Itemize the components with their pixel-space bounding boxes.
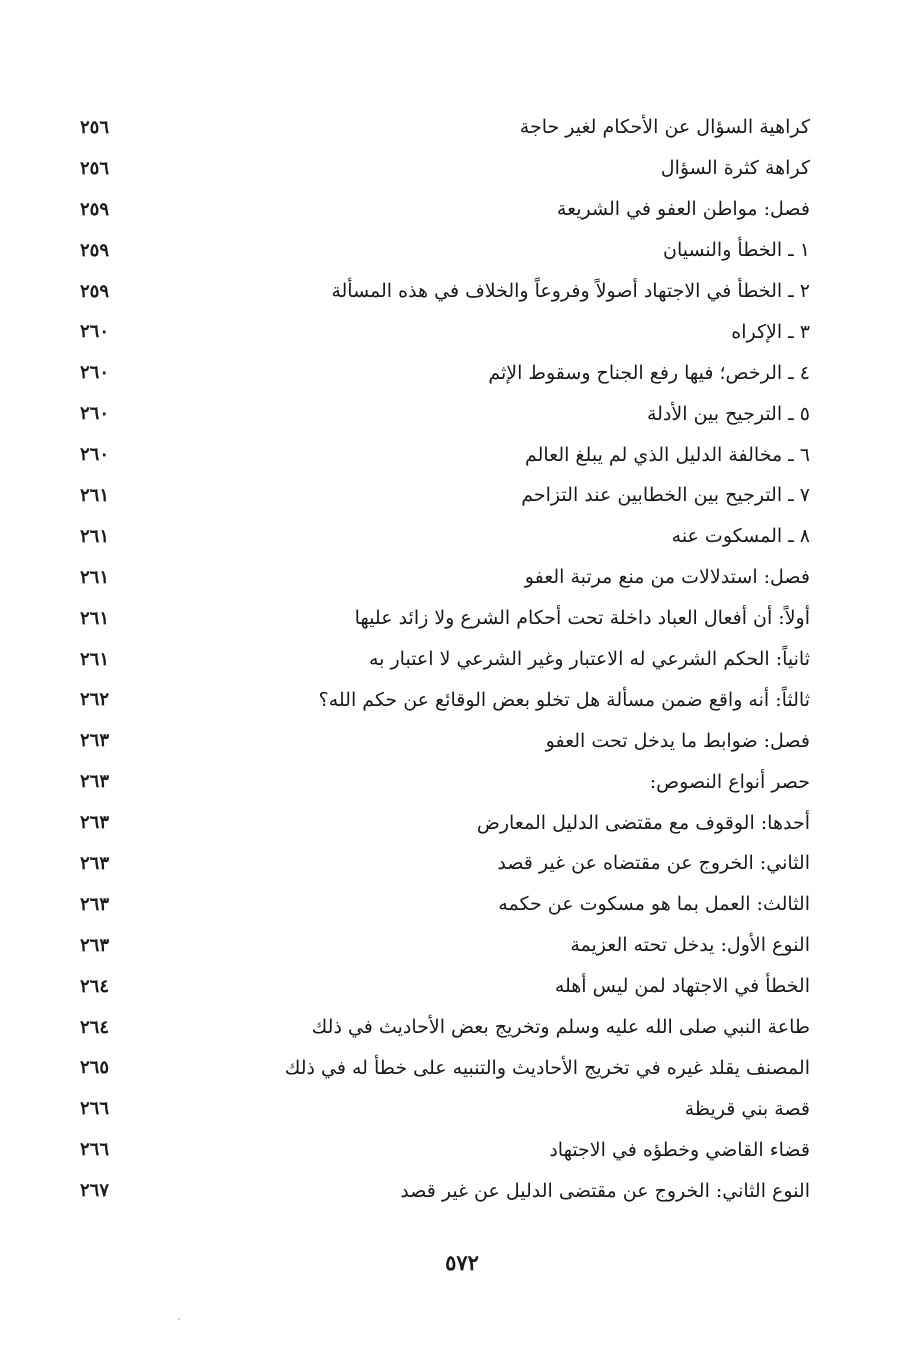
toc-entry-page: ٢٥٩: [80, 239, 110, 261]
toc-entry: [80, 1088, 810, 1129]
toc-entry-page: ٢٦١: [80, 525, 110, 547]
toc-entry: [80, 843, 810, 884]
toc-entry-title: قضاء القاضي وخطؤه في الاجتهاد: [549, 1138, 810, 1161]
toc-entry: [80, 352, 810, 393]
toc-entry: [80, 475, 810, 516]
toc-entry-page: ٢٦١: [80, 484, 110, 506]
toc-entry-title: ٢ ـ الخطأ في الاجتهاد أصولاً وفروعاً والخلاف في هذه المسألة: [331, 280, 810, 302]
toc-entry: [80, 1170, 810, 1211]
toc-entry-page: ٢٥٦: [80, 116, 110, 138]
toc-entry-page: ٢٦١: [80, 607, 110, 629]
toc-entry-page: ٢٦٣: [80, 934, 110, 956]
toc-entry-page: ٢٦٠: [80, 321, 110, 343]
scan-speck: [178, 1318, 180, 1320]
toc-entry-page: ٢٦١: [80, 648, 110, 670]
toc-entry-page: ٢٦٧: [80, 1180, 110, 1202]
toc-entry-page: ٢٦٢: [80, 689, 110, 711]
toc-entry-page: ٢٥٦: [80, 157, 110, 179]
toc-entry: [80, 679, 810, 720]
toc-entry-title: طاعة النبي صلى الله عليه وسلم وتخريج بعض الأحاديث في ذلك: [311, 1016, 810, 1039]
toc-entry-page: ٢٦١: [80, 566, 110, 588]
toc-entry-title: ٤ ـ الرخص؛ فيها رفع الجناح وسقوط الإثم: [488, 361, 810, 384]
toc-entry-title: أحدها: الوقوف مع مقتضى الدليل المعارض: [476, 811, 810, 834]
toc-entry-page: ٢٦٠: [80, 362, 110, 384]
toc-entry-page: ٢٦٣: [80, 812, 110, 834]
toc-entry-page: ٢٦٦: [80, 1139, 110, 1161]
toc-entry-page: ٢٦٣: [80, 893, 110, 915]
toc-entry-title: فصل: ضوابط ما يدخل تحت العفو: [545, 729, 810, 752]
toc-entry-page: ٢٥٩: [80, 280, 110, 302]
toc-entry: [80, 639, 810, 680]
toc-entry-page: ٢٦٥: [80, 1057, 110, 1079]
toc-entry-title: ٧ ـ الترجيح بين الخطابين عند التزاحم: [521, 484, 810, 507]
toc-entry: [80, 434, 810, 475]
toc-entry: [80, 802, 810, 843]
toc-entry-title: ٥ ـ الترجيح بين الأدلة: [646, 402, 810, 425]
toc-entry: [80, 1129, 810, 1170]
toc-entry: [80, 1047, 810, 1088]
toc-entry: [80, 884, 810, 925]
toc-entry-page: ٢٦٠: [80, 403, 110, 425]
toc-entry-title: النوع الأول: يدخل تحته العزيمة: [570, 934, 810, 957]
toc-entry-title: كراهة كثرة السؤال: [660, 157, 810, 180]
toc-entry: [80, 720, 810, 761]
toc-entry: [80, 516, 810, 557]
toc-entry-page: ٢٦٠: [80, 444, 110, 466]
toc-entry: [80, 966, 810, 1007]
toc-entry: [80, 925, 810, 966]
toc-entry-title: حصر أنواع النصوص:: [649, 770, 810, 793]
toc-entry-title: أولاً: أن أفعال العباد داخلة تحت أحكام الشرع ولا زائد عليها: [354, 607, 810, 630]
toc-entry-page: ٢٦٦: [80, 1098, 110, 1120]
toc-entry-title: كراهية السؤال عن الأحكام لغير حاجة: [519, 116, 810, 139]
toc-entry-title: ثالثاً: أنه واقع ضمن مسألة هل تخلو بعض الوقائع عن حكم الله؟: [318, 688, 810, 711]
toc-entry-title: المصنف يقلد غيره في تخريج الأحاديث والتنبيه على خطأ له في ذلك: [284, 1056, 810, 1079]
table-of-contents: [80, 107, 810, 1211]
toc-entry-page: ٢٥٩: [80, 198, 110, 220]
toc-entry: [80, 311, 810, 352]
toc-entry-page: ٢٦٣: [80, 852, 110, 874]
toc-entry: [80, 230, 810, 271]
toc-entry-title: ثانياً: الحكم الشرعي له الاعتبار وغير الشرعي لا اعتبار به: [368, 648, 810, 671]
toc-entry-title: ١ ـ الخطأ والنسيان: [662, 239, 810, 262]
toc-entry: [80, 557, 810, 598]
toc-entry: [80, 189, 810, 230]
toc-entry-page: ٢٦٣: [80, 730, 110, 752]
toc-entry-title: الثاني: الخروج عن مقتضاه عن غير قصد: [497, 852, 810, 875]
toc-entry-page: ٢٦٣: [80, 771, 110, 793]
toc-entry: [80, 393, 810, 434]
toc-entry-title: الخطأ في الاجتهاد لمن ليس أهله: [554, 975, 810, 998]
toc-entry: [80, 1007, 810, 1048]
toc-entry: [80, 107, 810, 148]
toc-entry-title: قصة بني قريظة: [684, 1097, 810, 1120]
toc-entry: [80, 761, 810, 802]
toc-entry-title: ٣ ـ الإكراه: [731, 320, 810, 343]
toc-entry-title: ٨ ـ المسكوت عنه: [671, 525, 810, 548]
toc-entry: [80, 598, 810, 639]
toc-entry-title: النوع الثاني: الخروج عن مقتضى الدليل عن غير قصد: [400, 1179, 810, 1202]
toc-entry-title: ٦ ـ مخالفة الدليل الذي لم يبلغ العالم: [524, 443, 810, 466]
page-number: ٥٧٢: [445, 1250, 479, 1275]
toc-entry-page: ٢٦٤: [80, 975, 110, 997]
toc-entry: [80, 148, 810, 189]
toc-entry-page: ٢٦٤: [80, 1016, 110, 1038]
toc-entry: [80, 271, 810, 312]
toc-entry-title: فصل: مواطن العفو في الشريعة: [556, 198, 810, 221]
toc-entry-title: فصل: استدلالات من منع مرتبة العفو: [524, 566, 810, 589]
toc-entry-title: الثالث: العمل بما هو مسكوت عن حكمه: [498, 893, 810, 916]
